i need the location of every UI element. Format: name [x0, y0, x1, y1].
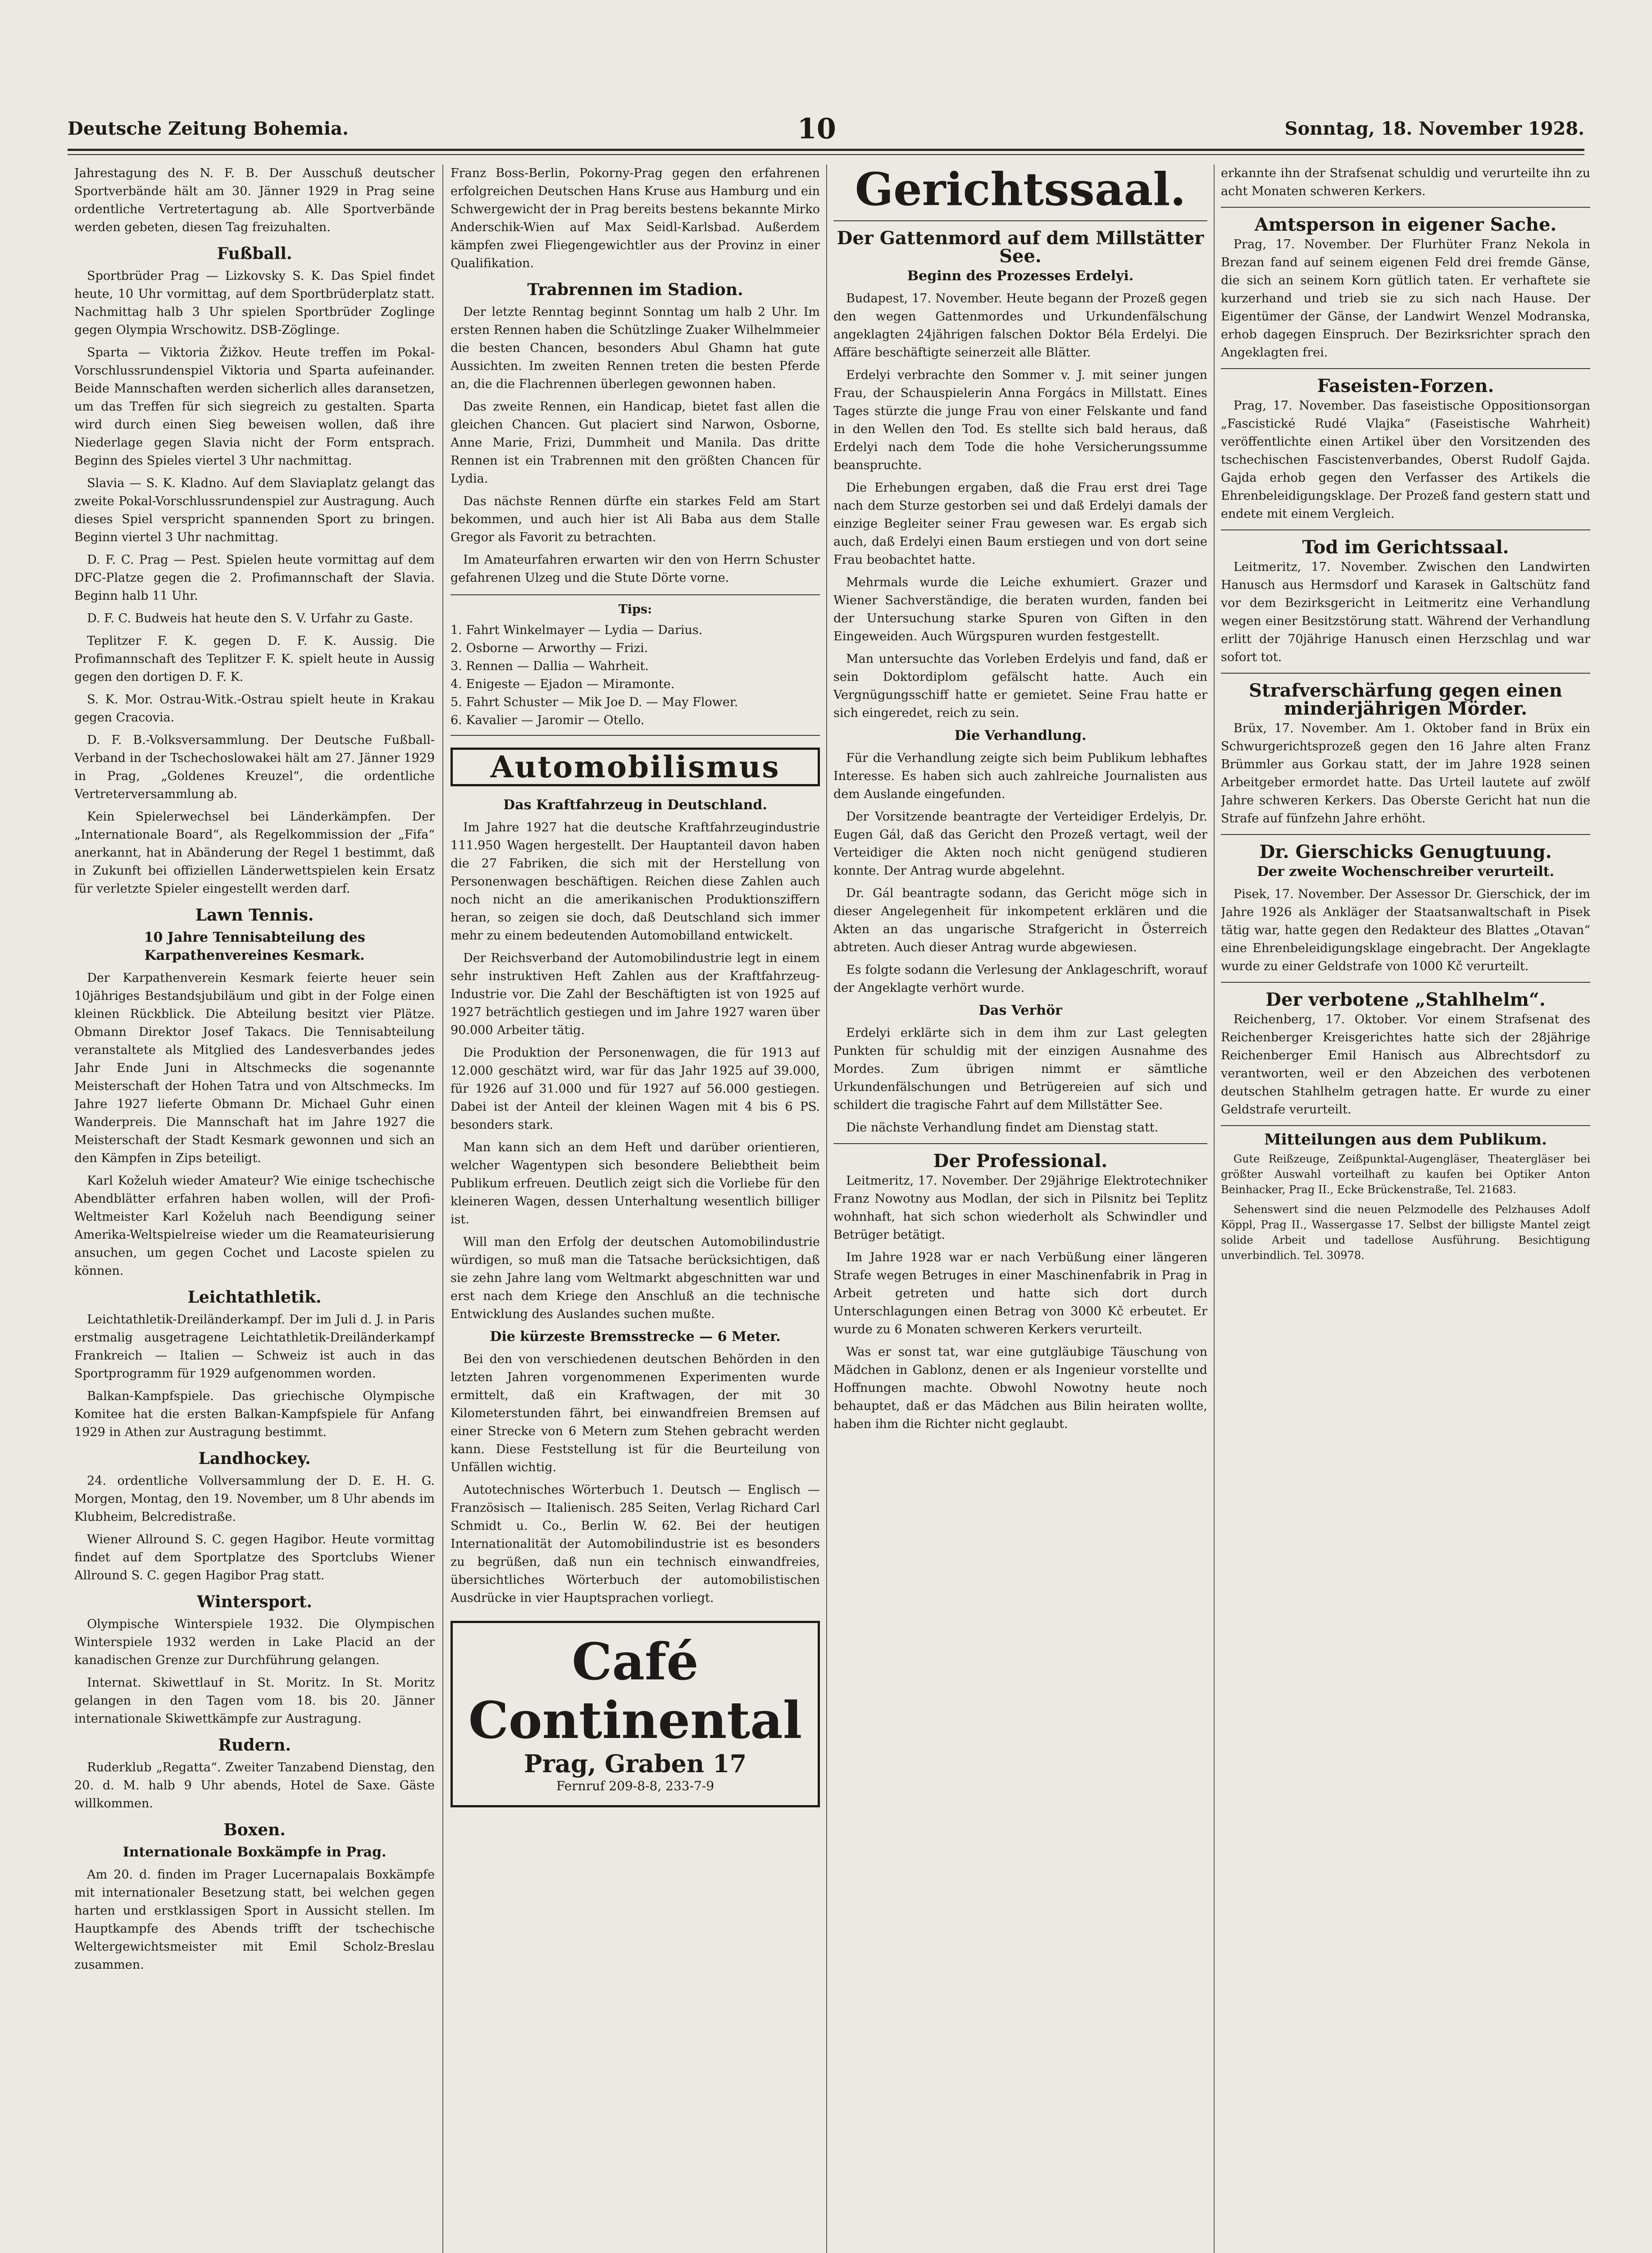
column-divider — [1214, 164, 1215, 2253]
article-intro: Jahrestagung des N. F. B. Der Ausschuß deutscher Sportverbände hält am 30. Jänner 1929 in Prag seine ordentliche Vertretertagung ab. Alle Sportverbände werden gebeten, diesen Tag freizuhalten. — [74, 166, 435, 234]
article-paragraph: Autotechnisches Wörterbuch 1. Deutsch — Englisch — Französisch — Italienisch. 285 Seiten, Verlag Richard Carl Schmidt u. Co., Berlin W. 62. Bei der heutigen Internationalität der Automobilindustrie ist es besonders zu begrüßen, daß nun ein technisch einwandfreies, übersichtliches Wörterbuch der automobilistischen Ausdrücke in vier Hauptsprachen vorliegt. — [451, 1483, 820, 1605]
rule — [1221, 368, 1590, 369]
section-heading-rudern: Rudern. — [218, 1736, 291, 1755]
masthead — [68, 113, 1584, 144]
tip-row: 6. Kavalier — Jaromir — Otello. — [451, 713, 645, 727]
section-heading-wintersport: Wintersport. — [197, 1592, 312, 1611]
ad-phone: Fernruf 209-8-8, 233-7-9 — [556, 1779, 715, 1793]
section-heading-boxen: Boxen. — [223, 1820, 286, 1839]
article-paragraph: Was er sonst tat, war eine gutgläubige Täuschung von Mädchen in Gablonz, denen er als Ingenieur vorstellte und Hoffnungen machte. Obwohl Nowotny heute noch behauptet, daß er das Mädchen aus Bilin heiraten wollte, haben ihm die Richter nicht geglaubt. — [833, 1345, 1207, 1431]
article-paragraph: Pisek, 17. November. Der Assessor Dr. Gierschick, der im Jahre 1926 als Ankläger der Staatsanwaltschaft in Pisek tätig war, hatte gegen den Redakteur des Blattes „Otavan“ eine Ehrenbeleidigungsklage eingebracht. Der Angeklagte wurde zu einer Geldstrafe von 1000 Kč verurteilt. — [1221, 887, 1590, 973]
article-paragraph: Erdelyi verbrachte den Sommer v. J. mit seiner jungen Frau, der Schauspielerin Anna Forgács in Millstatt. Eines Tages stürzte die junge Frau von einer Felskante und fand in den Wellen den Tod. Es stellte sich bald heraus, daß Erdelyi nach dem Tode die hohe Versicherungssumme beanspruchte. — [833, 368, 1207, 472]
article-subheadline: Das Verhör — [978, 1003, 1062, 1018]
column-sport — [74, 164, 435, 2253]
article-paragraph: Leitmeritz, 17. November. Der 29jährige Elektrotechniker Franz Nowotny aus Modlan, der sich in Pilsnitz bei Teplitz wohnhaft, hat sich schon wiederholt als Schwindler und Betrüger betätigt. — [833, 1174, 1207, 1242]
article-paragraph: Das zweite Rennen, ein Handicap, bietet fast allen die gleichen Chancen. Gut placiert sind Narwon, Osborne, Anne Marie, Frizi, Dummheit und Manila. Das dritte Rennen ist ein Trabrennen mit den größten Chancen für Lydia. — [451, 400, 820, 486]
section-heading-tennis: Lawn Tennis. — [195, 906, 314, 925]
ad-address: Prag, Graben 17 — [523, 1749, 747, 1778]
section-title-gerichtssaal: Gerichtssaal. — [855, 164, 1186, 216]
article-headline: Das Kraftfahrzeug in Deutschland. — [503, 797, 767, 813]
notice: Gute Reißzeuge, Zeißpunktal-Augengläser, Theatergläser bei größter Auswahl vorteilhaft zu kaufen bei Optiker Anton Beinhacker, Prag II., Ecke Brückenstraße, Tel. 21683. — [1221, 1153, 1590, 1196]
page-number: 10 — [797, 112, 836, 145]
article-paragraph: Die nächste Verhandlung findet am Dienstag statt. — [846, 1121, 1159, 1135]
article-paragraph: Internat. Skiwettlauf in St. Moritz. In St. Moritz gelangen in den Tagen vom 18. bis 20. Jänner internationale Skiwettkämpfe zur Austragung. — [74, 1676, 435, 1726]
section-heading-trabrennen: Trabrennen im Stadion. — [527, 280, 743, 299]
article-paragraph: Will man den Erfolg der deutschen Automobilindustrie würdigen, so muß man die Tatsache berücksichtigen, daß sie zehn Jahre lang vom Weltmarkt abgeschnitten war und erst nach dem Kriege den Anschluß an die technische Entwicklung des Auslandes suchen mußte. — [451, 1235, 820, 1321]
section-heading-leichtathletik: Leichtathletik. — [187, 1288, 322, 1307]
article-headline: Internationale Boxkämpfe in Prag. — [123, 1844, 387, 1860]
article-paragraph: Prag, 17. November. Das faseistische Oppositionsorgan „Fascistické Rudé Vlajka“ (Faseistische Wahrheit) veröffentlichte einen Artikel über den Vorsitzenden des tschechischen Fascistenverbandes, Oberst Rudolf Gajda. Gajda erhob gegen den Verfasser des Artikels die Ehrenbeleidigungsklage. Der Prozeß fand gestern statt und endete mit einem Vergleich. — [1221, 399, 1590, 521]
column-divider — [442, 164, 443, 2253]
rule — [1221, 529, 1590, 530]
article-paragraph: Reichenberg, 17. Oktober. Vor einem Strafsenat des Reichenberger Kreisgerichtes hatte sich der 28jährige Reichenberger Emil Hanisch aus Albrechtsdorf zu verantworten, weil er den Abzeichen des verbotenen deutschen Stahlhelm getragen hatte. Er wurde zu einer Geldstrafe verurteilt. — [1221, 1012, 1590, 1117]
article-intro: Franz Boss-Berlin, Pokorny-Prag gegen den erfahrenen erfolgreichen Deutschen Hans Kruse aus Hamburg und ein Schwergewicht der in Prag bereits bestens bekannte Mirko Anderschik-Wien auf Max Seidl-Karlsbad. Außerdem kämpfen zwei Fliegengewichtler aus der Provinz in einer Qualifikation. — [451, 166, 820, 270]
article-paragraph: Es folgte sodann die Verlesung der Anklageschrift, worauf der Angeklagte verhört wurde. — [833, 963, 1207, 995]
article-paragraph: S. K. Mor. Ostrau-Witk.-Ostrau spielt heute in Krakau gegen Cracovia. — [74, 693, 435, 725]
article-paragraph: Ruderklub „Regatta“. Zweiter Tanzabend Dienstag, den 20. d. M. halb 9 Uhr abends, Hotel de Saxe. Gäste willkommen. — [74, 1760, 435, 1811]
article-paragraph: Der Vorsitzende beantragte der Verteidiger Erdelyis, Dr. Eugen Gál, daß das Gericht den Prozeß vertagt, weil der Verteidiger die Akten noch nicht genügend studieren konnte. Der Antrag wurde abgelehnt. — [833, 810, 1207, 878]
tip-row: 3. Rennen — Dallia — Wahrheit. — [451, 659, 649, 673]
column-trab-auto — [451, 164, 820, 2253]
article-subheadline: Die Verhandlung. — [954, 728, 1087, 743]
article-paragraph: Man untersuchte das Vorleben Erdelyis und fand, daß er sein Doktordiplom gefälscht hatte. Auch ein Vergnügungsschiff hatte er gemietet. Seine Frau hatte er sich eingeredet, reich zu sein. — [833, 652, 1207, 720]
article-paragraph: Bei den von verschiedenen deutschen Behörden in den letzten Jahren vorgenommenen Experimenten wurde ermittelt, daß ein Kraftwagen, der mit 30 Kilometerstunden fährt, bei einwandfreien Bremsen auf einer Strecke von 6 Metern zum Stehen gebracht werden kann. Diese Feststellung ist für die Beurteilung von Unfällen wichtig. — [451, 1352, 820, 1474]
article-paragraph: Das nächste Rennen dürfte ein starkes Feld am Start bekommen, und auch hier ist Ali Baba aus dem Stalle Gregor als Favorit zu betrachten. — [451, 494, 820, 544]
tips-table — [451, 594, 820, 736]
issue-date: Sonntag, 18. November 1928. — [1284, 118, 1584, 139]
article-headline: Strafverschärfung gegen einen minderjährigen Mörder. — [1249, 680, 1562, 719]
article-paragraph: Der letzte Renntag beginnt Sonntag um halb 2 Uhr. Im ersten Rennen haben die Schützlinge Zuaker Wilhelmmeier die besten Chancen, besonders Abul Ghamn hat gute Aussichten. Im zweiten Rennen treten die besten Pferde an, die die Flachrennen überlegen gewonnen haben. — [451, 305, 820, 391]
notice: Sehenswert sind die neuen Pelzmodelle des Pelzhauses Adolf Köppl, Prag II., Wassergasse 17. Selbst der billigste Mantel zeigt solide Arbeit und tadellose Ausführung. Besichtigung unverbindlich. Tel. 30978. — [1221, 1203, 1590, 1262]
article-headline: Der Professional. — [933, 1150, 1108, 1172]
article-headline: 10 Jahre Tennisabteilung des Karpathenvereines Kesmark. — [144, 930, 365, 963]
article-paragraph: Der Karpathenverein Kesmark feierte heuer sein 10jähriges Bestandsjubiläum und gibt in der Folge einen kleinen Rückblick. Die Abteilung besitzt vier Plätze. Obmann Direktor Josef Takacs. Die Tennisabteilung veranstaltete als Mitglied des Landesverbandes jedes Jahr Ende Juni in Altschmecks die sogenannte Meisterschaft der Hohen Tatra und von Altschmecks. Im Jahre 1927 lieferte Obmann Dr. Michael Guhr einen Wanderpreis. Die Mannschaft hat im Jahre 1927 die Meisterschaft der Stadt Kesmark gewonnen und sich an den Kämpfen in Zips beteiligt. — [74, 971, 435, 1165]
article-paragraph: 24. ordentliche Vollversammlung der D. E. H. G. Morgen, Montag, den 19. November, um 8 Uhr abends im Klubheim, Belcredistraße. — [74, 1474, 435, 1524]
tip-row: 1. Fahrt Winkelmayer — Lydia — Darius. — [451, 623, 703, 637]
column-divider — [826, 164, 827, 2253]
column-court-cases — [1221, 164, 1590, 2253]
ad-name: Café Continental — [468, 1633, 802, 1750]
article-paragraph: Brüx, 17. November. Am 1. Oktober fand in Brüx ein Schwurgerichtsprozeß gegen den 16 Jahre alten Franz Brümmler aus Gorkau statt, der im Jahre 1928 seinen Arbeitgeber ermordet hatte. Das Urteil lautete auf zwölf Jahre schweren Kerkers. Das Oberste Gericht hat nun die Strafe auf fünfzehn Jahre erhöht. — [1221, 721, 1590, 825]
section-heading-landhockey: Landhockey. — [198, 1449, 311, 1468]
article-paragraph: Sportbrüder Prag — Lizkovsky S. K. Das Spiel findet heute, 10 Uhr vormittag, auf dem Sportbrüderplatz statt. Nachmittag halb 3 Uhr spielen Sportbrüder Zoglinge gegen Olympia Wrschowitz. DSB-Zöglinge. — [74, 269, 435, 337]
article-subheadline: Beginn des Prozesses Erdelyi. — [907, 268, 1134, 284]
article-paragraph: Für die Verhandlung zeigte sich beim Publikum lebhaftes Interesse. Es haben sich auch zahlreiche Journalisten aus dem Auslande eingefunden. — [833, 751, 1207, 801]
article-paragraph: D. F. C. Budweis hat heute den S. V. Urfahr zu Gaste. — [87, 611, 413, 625]
tip-row: 5. Fahrt Schuster — Mik Joe D. — May Flower. — [451, 695, 738, 709]
article-paragraph: Balkan-Kampfspiele. Das griechische Olympische Komitee hat die ersten Balkan-Kampfspiele für Anfang 1929 in Athen zur Austragung bestimmt. — [74, 1389, 435, 1439]
section-heading-fussball: Fußball. — [217, 244, 292, 263]
article-paragraph: Im Jahre 1927 hat die deutsche Kraftfahrzeugindustrie 111.950 Wagen hergestellt. Der Hauptanteil davon haben die 27 Fabriken, die sich mit der Herstellung von Personenwagen beschäftigen. Reichen diese Zahlen auch noch nicht an die amerikanischen Produktionsziffern heran, so zeigen sie doch, daß Deutschland sich immer mehr zu einem bedeutenden Automobilland entwickelt. — [451, 821, 820, 943]
article-headline: Der verbotene „Stahlhelm“. — [1265, 989, 1546, 1010]
article-paragraph: Wiener Allround S. C. gegen Hagibor. Heute vormittag findet auf dem Sportplatze des Sportclubs Wiener Allround S. C. gegen Hagibor Prag statt. — [74, 1532, 435, 1583]
article-paragraph: Sparta — Viktoria Žižkov. Heute treffen im Pokal-Vorschlussrundenspiel Viktoria und Sparta aufeinander. Beide Mannschaften werden sicherlich alles daransetzen, um das Treffen für sich siegreich zu gestalten. Sparta wird durch einen Sieg beweisen wollen, daß ihre Niederlage gegen Slavia nicht der Form entsprach. Beginn des Spieles viertel 3 Uhr nachmittag. — [74, 346, 435, 468]
rule — [833, 1143, 1207, 1144]
article-paragraph: Dr. Gál beantragte sodann, das Gericht möge sich in dieser Angelegenheit für inkompetent erklären und die Akten an das ungarische Strafgericht in Österreich abtreten. Auch dieser Antrag wurde abgewiesen. — [833, 886, 1207, 954]
article-subheadline: Der zweite Wochenschreiber verurteilt. — [1257, 864, 1554, 880]
tip-row: 4. Enigeste — Ejadon — Miramonte. — [451, 677, 675, 691]
article-paragraph: Man kann sich an dem Heft und darüber orientieren, welcher Wagentypen sich besondere Beliebtheit beim Publikum erfreuen. Deutlich zeigt sich die Vorliebe für den kleineren Wagen, dessen Unterhaltung wesentlich billiger ist. — [451, 1140, 820, 1227]
article-paragraph: Teplitzer F. K. gegen D. F. K. Aussig. Die Profimannschaft des Teplitzer F. K. spielt heute in Aussig gegen den dortigen D. F. K. — [74, 634, 435, 684]
article-headline: Dr. Gierschicks Genugtuung. — [1259, 841, 1552, 862]
article-paragraph: Prag, 17. November. Der Flurhüter Franz Nekola in Brezan fand auf seinem eigenen Feld drei fremde Gänse, die sich an seinem Korn gütlich taten. Er verhaftete sie kurzerhand und trieb sie zu sich nach Hause. Der Eigentümer der Gänse, der Landwirt Wenzel Modranska, erhob dagegen Einspruch. Der Bezirksrichter sprach den Angeklagten frei. — [1221, 237, 1590, 360]
column-gerichtssaal — [833, 164, 1207, 2253]
article-headline: Der Gattenmord auf dem Millstätter See. — [837, 228, 1204, 267]
article-paragraph: Am 20. d. finden im Prager Lucernapalais Boxkämpfe mit internationaler Besetzung statt, bei welchen gegen harten und erstklassigen Sport in Aussicht stellen. Im Hauptkampfe des Abends trifft der tschechische Weltergewichtsmeister mit Emil Scholz-Breslau zusammen. — [74, 1868, 435, 1972]
article-paragraph: Budapest, 17. November. Heute begann der Prozeß gegen den wegen Gattenmordes und Urkundenfälschung angeklagten 24jährigen falschen Doktor Béla Erdelyi. Die Affäre beschäftigte seinerzeit alle Blätter. — [833, 292, 1207, 360]
article-paragraph: Kein Spielerwechsel bei Länderkämpfen. Der „Internationale Board“, als Regelkommission der „Fifa“ anerkannt, hat in Abänderung der Regel 1 bestimmt, daß in Zukunft bei offiziellen Länderwettspielen kein Ersatz für verletzte Spieler eingestellt werden darf. — [74, 810, 435, 896]
article-paragraph: Olympische Winterspiele 1932. Die Olympischen Winterspiele 1932 werden in Lake Placid an der kanadischen Grenze zur Durchführung gelangen. — [74, 1617, 435, 1667]
article-paragraph: Mehrmals wurde die Leiche exhumiert. Grazer und Wiener Sachverständige, die beraten wurden, fanden bei der Untersuchung starke Spuren von Giften in den Eingeweiden. Auch Würgspuren wurden festgestellt. — [833, 575, 1207, 643]
article-headline: Faseisten-Forzen. — [1317, 375, 1494, 397]
article-paragraph: Die Produktion der Personenwagen, die für 1913 auf 12.000 geschätzt wird, war für das Jahr 1925 auf 39.000, für 1926 auf 31.000 und für 1927 auf 56.000 gestiegen. Dabei ist der Anteil der kleinen Wagen mit 4 bis 6 PS. besonders stark. — [451, 1046, 820, 1132]
article-headline: Amtsperson in eigener Sache. — [1254, 214, 1557, 235]
article-paragraph: Der Reichsverband der Automobilindustrie legt in einem sehr instruktiven Heft Zahlen aus der Kraftfahrzeug-Industrie vor. Die Zahl der Beschäftigten ist von 1925 auf 1927 beträchtlich gestiegen und im Jahre 1927 waren über 90.000 Arbeiter tätig. — [451, 951, 820, 1037]
masthead-rule — [68, 149, 1584, 151]
article-paragraph: Im Jahre 1928 war er nach Verbüßung einer längeren Strafe wegen Betruges in einer Maschinenfabrik in Prag in Arbeit getreten und hatte sich dort durch Unterschlagungen einen Betrag von 3000 Kč erbeutet. Er wurde zu 6 Monaten schweren Kerkers verurteilt. — [833, 1250, 1207, 1336]
tips-title: Tips: — [618, 602, 652, 616]
section-banner-automobilismus: Automobilismus — [451, 748, 820, 786]
rule — [1221, 673, 1590, 674]
article-paragraph: Im Amateurfahren erwarten wir den von Herrn Schuster gefahrenen Ulzeg und die Stute Dörte vorne. — [451, 553, 820, 585]
article-paragraph: Leitmeritz, 17. November. Zwischen den Landwirten Hanusch aus Hermsdorf und Karasek in Galtschütz fand vor dem Bezirksgericht in Leitmeritz eine Verhandlung wegen einer Besitzstörung statt. Während der Verhandlung erlitt der 70jährige Hanusch einen Herzschlag und war sofort tot. — [1221, 560, 1590, 664]
article-paragraph: Slavia — S. K. Kladno. Auf dem Slaviaplatz gelangt das zweite Pokal-Vorschlussrundenspiel zur Austragung. Auch dieses Spiel verspricht spannenden Sport zu bringen. Beginn viertel 3 Uhr nachmittag. — [74, 476, 435, 544]
article-paragraph: Karl Koželuh wieder Amateur? Wie einige tschechische Abendblätter erfahren haben wollen, will der Profi-Weltmeister Karl Koželuh nach Beendigung seiner Amerika-Weltspielreise wieder um die Reamateurisierung ansuchen, um gegen Cochet und Lacoste spielen zu können. — [74, 1174, 435, 1278]
tip-row: 2. Osborne — Arworthy — Frizi. — [451, 641, 648, 655]
advertisement-cafe — [451, 1621, 820, 1807]
article-paragraph: D. F. B.-Volksversammlung. Der Deutsche Fußball-Verband in der Tschechoslowakei hält am 27. Jänner 1929 in Prag, „Goldenes Kreuzel“, die ordentliche Vertreterversammlung ab. — [74, 733, 435, 801]
article-intro: erkannte ihn der Strafsenat schuldig und verurteilte ihn zu acht Monaten schweren Kerkers. — [1221, 166, 1590, 198]
rule — [1221, 982, 1590, 983]
article-headline: Tod im Gerichtssaal. — [1302, 537, 1509, 558]
section-heading-mitteilungen: Mitteilungen aus dem Publikum. — [1221, 1125, 1590, 1149]
article-headline: Die kürzeste Bremsstrecke — 6 Meter. — [490, 1329, 781, 1345]
article-paragraph: Die Erhebungen ergaben, daß die Frau erst drei Tage nach dem Sturze gestorben sei und daß Erdelyi damals der einzige Begleiter seiner Frau gewesen war. Es ergab sich auch, daß Erdelyi einen Baum erstiegen und von dort seine Frau beobachtet hatte. — [833, 481, 1207, 567]
masthead-rule-thin — [68, 154, 1584, 155]
article-paragraph: D. F. C. Prag — Pest. Spielen heute vormittag auf dem DFC-Platze gegen die 2. Profimannschaft der Slavia. Beginn halb 11 Uhr. — [74, 553, 435, 603]
article-paragraph: Erdelyi erklärte sich in dem ihm zur Last gelegten Punkten für schuldig mit der einzigen Ausnahme des Mordes. Zum übrigen nimmt er sämtliche Urkundenfälschungen und Betrügereien auf sich und schildert die tragische Fahrt auf dem Millstätter See. — [833, 1026, 1207, 1112]
rule — [833, 220, 1207, 221]
paper-title: Deutsche Zeitung Bohemia. — [68, 118, 349, 139]
article-paragraph: Leichtathletik-Dreiländerkampf. Der im Juli d. J. in Paris erstmalig ausgetragene Leichtathletik-Dreiländerkampf Frankreich — Italien — Schweiz ist auch in das Sportprogramm für 1929 aufgenommen worden. — [74, 1313, 435, 1381]
rule — [1221, 207, 1590, 208]
rule — [1221, 834, 1590, 835]
